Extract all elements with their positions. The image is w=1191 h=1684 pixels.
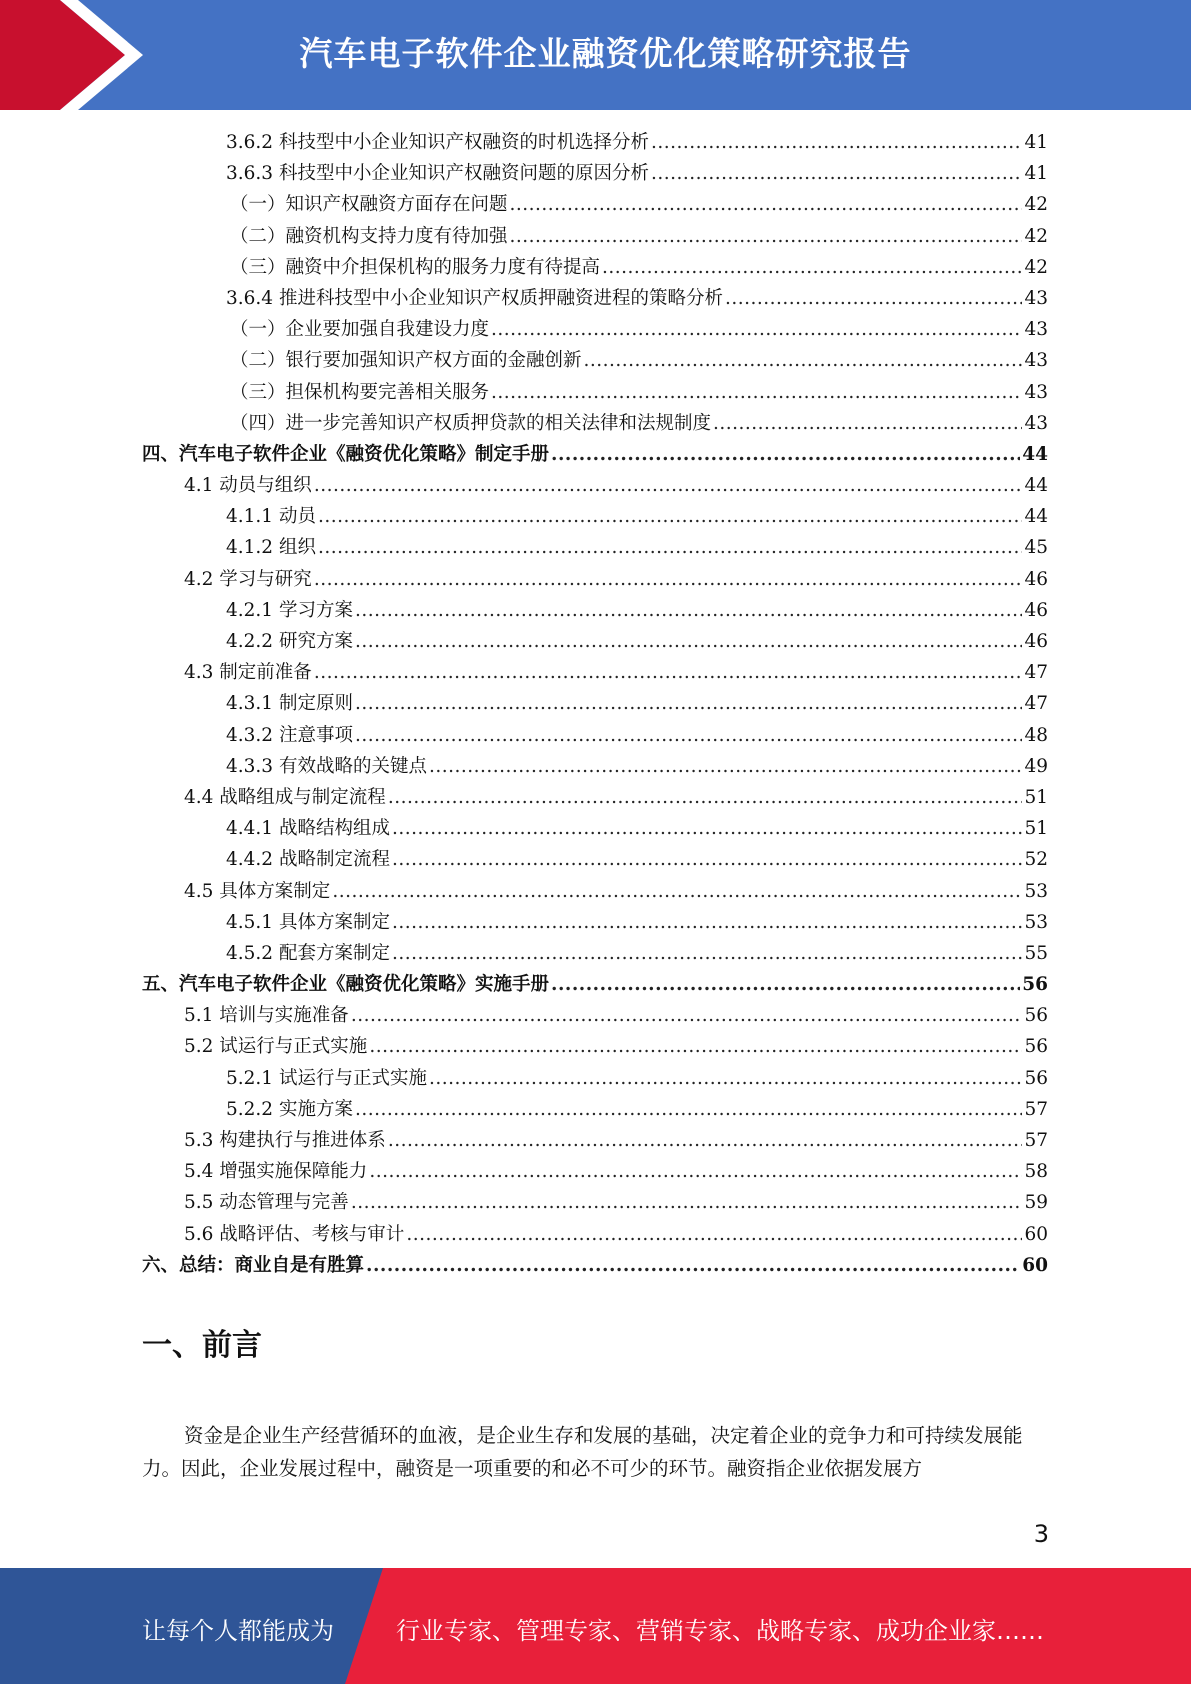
toc-entry-label: 4.4.1 战略结构组成: [226, 818, 390, 840]
toc-leader-dots: [429, 751, 1022, 782]
toc-entry[interactable]: [142, 595, 1048, 626]
toc-entry[interactable]: [142, 969, 1048, 1000]
toc-entry[interactable]: [142, 782, 1048, 813]
toc-entry-label: 4.3 制定前准备: [184, 662, 312, 684]
toc-entry[interactable]: [142, 1219, 1048, 1250]
toc-leader-dots: [332, 876, 1022, 907]
toc-entry[interactable]: [142, 1031, 1048, 1062]
toc-entry-page: 58: [1024, 1161, 1048, 1183]
toc-entry-label: 4.4 战略组成与制定流程: [184, 786, 386, 808]
toc-entry[interactable]: [142, 688, 1048, 719]
toc-entry-label: （一）知识产权融资方面存在问题: [230, 194, 508, 216]
toc-entry-label: （三）融资中介担保机构的服务力度有待提高: [230, 256, 601, 278]
toc-entry[interactable]: [142, 345, 1048, 376]
toc-entry-page: 44: [1024, 506, 1048, 528]
page-header: [0, 0, 1191, 110]
toc-leader-dots: [314, 470, 1023, 501]
toc-entry-page: 41: [1024, 132, 1048, 153]
toc-entry-label: 4.4.2 战略制定流程: [226, 849, 390, 871]
toc-entry-page: 55: [1024, 942, 1048, 964]
toc-entry-page: 43: [1024, 350, 1048, 372]
toc-entry-page: 45: [1024, 537, 1048, 559]
toc-entry-label: （一）企业要加强自我建设力度: [230, 319, 490, 341]
toc-entry[interactable]: [142, 907, 1048, 938]
toc-entry[interactable]: [142, 314, 1048, 345]
toc-entry[interactable]: [142, 1094, 1048, 1125]
toc-entry-label: 5.2.1 试运行与正式实施: [226, 1067, 427, 1089]
toc-entry[interactable]: [142, 564, 1048, 595]
toc-entry-page: 56: [1024, 1005, 1048, 1027]
toc-entry-page: 53: [1024, 880, 1048, 902]
toc-entry[interactable]: [142, 408, 1048, 439]
toc-entry-label: （二）银行要加强知识产权方面的金融创新: [230, 350, 582, 372]
toc-leader-dots: [314, 564, 1023, 595]
toc-leader-dots: [651, 158, 1022, 189]
toc-entry[interactable]: [142, 501, 1048, 532]
toc-leader-dots: [651, 127, 1022, 158]
toc-entry-label: 4.5.2 配套方案制定: [226, 942, 390, 964]
toc-entry-label: （四）进一步完善知识产权质押贷款的相关法律和法规制度: [230, 412, 712, 434]
toc-leader-dots: [355, 595, 1023, 626]
toc-leader-dots: [318, 532, 1023, 563]
toc-leader-dots: [351, 1187, 1023, 1218]
toc-entry-page: 42: [1024, 256, 1048, 278]
toc-entry-page: 44: [1024, 475, 1048, 497]
toc-entry-page: 48: [1024, 724, 1048, 746]
toc-entry[interactable]: [142, 1063, 1048, 1094]
toc-entry-label: 4.1.2 组织: [226, 537, 316, 559]
toc-entry-label: 4.2.1 学习方案: [226, 599, 353, 621]
toc-entry-label: 4.1.1 动员: [226, 506, 316, 528]
toc-entry-page: 42: [1024, 194, 1048, 216]
toc-leader-dots: [355, 688, 1023, 719]
toc-entry-page: 56: [1022, 974, 1048, 996]
toc-entry-page: 43: [1024, 287, 1048, 309]
toc-entry-label: 5.2 试运行与正式实施: [184, 1036, 368, 1058]
toc-entry[interactable]: [142, 470, 1048, 501]
toc-leader-dots: [369, 1156, 1022, 1187]
toc-entry[interactable]: [142, 1250, 1048, 1281]
toc-entry-page: 44: [1022, 443, 1048, 465]
toc-entry-page: 46: [1024, 568, 1048, 590]
toc-entry-label: 4.1 动员与组织: [184, 475, 312, 497]
toc-entry[interactable]: [142, 158, 1048, 189]
toc-entry-page: 49: [1024, 755, 1048, 777]
toc-leader-dots: [392, 813, 1022, 844]
toc-entry-label: 4.5.1 具体方案制定: [226, 911, 390, 933]
toc-leader-dots: [510, 221, 1023, 252]
toc-entry-label: 四、汽车电子软件企业《融资优化策略》制定手册: [142, 443, 550, 465]
toc-entry-page: 47: [1024, 693, 1048, 715]
toc-leader-dots: [351, 1000, 1023, 1031]
toc-entry[interactable]: [142, 876, 1048, 907]
toc-leader-dots: [388, 1125, 1023, 1156]
toc-leader-dots: [551, 969, 1020, 1000]
toc-leader-dots: [713, 408, 1022, 439]
toc-entry[interactable]: [142, 439, 1048, 470]
section-heading: 一、前言: [142, 1328, 262, 1363]
toc-entry-page: 46: [1024, 631, 1048, 652]
toc-leader-dots: [510, 189, 1023, 220]
toc-entry-page: 41: [1024, 163, 1048, 185]
toc-leader-dots: [388, 782, 1023, 813]
toc-entry-label: 5.2.2 实施方案: [226, 1098, 353, 1120]
footer-slogan-left: 让每个人都能成为: [142, 1617, 334, 1645]
toc-entry-label: 5.5 动态管理与完善: [184, 1192, 349, 1214]
toc-entry-label: 3.6.3 科技型中小企业知识产权融资问题的原因分析: [226, 163, 649, 185]
toc-leader-dots: [369, 1031, 1022, 1062]
toc-leader-dots: [355, 626, 1023, 657]
toc-entry-page: 46: [1024, 599, 1048, 621]
toc-entry-page: 60: [1022, 1254, 1048, 1276]
toc-entry-label: 4.3.2 注意事项: [226, 724, 353, 746]
toc-entry-label: 六、总结：商业自是有胜算: [142, 1254, 365, 1276]
toc-entry-label: （二）融资机构支持力度有待加强: [230, 225, 508, 247]
toc-entry-page: 43: [1024, 412, 1048, 434]
toc-entry-label: 3.6.4 推进科技型中小企业知识产权质押融资进程的策略分析: [226, 287, 723, 309]
toc-entry[interactable]: [142, 1187, 1048, 1218]
toc-entry-page: 42: [1024, 225, 1048, 247]
toc-leader-dots: [602, 252, 1022, 283]
toc-entry[interactable]: [142, 626, 1048, 657]
toc-entry-page: 51: [1024, 818, 1048, 840]
toc-leader-dots: [551, 439, 1020, 470]
toc-entry-label: 5.6 战略评估、考核与审计: [184, 1223, 405, 1245]
toc-entry-page: 51: [1024, 786, 1048, 808]
page-number: 3: [1033, 1520, 1049, 1548]
toc-entry-page: 57: [1024, 1130, 1048, 1151]
toc-leader-dots: [406, 1219, 1022, 1250]
toc-entry-page: 52: [1024, 849, 1048, 871]
toc-leader-dots: [392, 844, 1022, 875]
toc-leader-dots: [318, 501, 1023, 532]
page-footer: [0, 1568, 1191, 1684]
toc-leader-dots: [355, 1094, 1023, 1125]
toc-entry-label: 5.3 构建执行与推进体系: [184, 1130, 386, 1151]
toc-leader-dots: [725, 283, 1022, 314]
toc-entry[interactable]: [142, 127, 1048, 158]
toc-entry[interactable]: [142, 813, 1048, 844]
toc-entry[interactable]: [142, 1125, 1048, 1156]
toc-entry[interactable]: [142, 657, 1048, 688]
toc-entry[interactable]: [142, 189, 1048, 220]
toc-entry[interactable]: [142, 751, 1048, 782]
toc-leader-dots: [392, 938, 1022, 969]
toc-entry-page: 47: [1024, 662, 1048, 684]
toc-leader-dots: [366, 1250, 1020, 1281]
toc-entry-label: 4.5 具体方案制定: [184, 880, 331, 902]
toc-entry[interactable]: [142, 720, 1048, 751]
toc-entry-label: 4.2.2 研究方案: [226, 631, 353, 652]
footer-slogan-right: 行业专家、管理专家、营销专家、战略专家、成功企业家……: [396, 1617, 1044, 1645]
toc-entry-page: 57: [1024, 1098, 1048, 1120]
toc-leader-dots: [491, 377, 1022, 408]
toc-entry-label: 5.1 培训与实施准备: [184, 1005, 349, 1027]
toc-entry-page: 43: [1024, 319, 1048, 341]
toc-entry[interactable]: [142, 532, 1048, 563]
table-of-contents: [142, 127, 1048, 1281]
toc-entry-label: 4.3.3 有效战略的关键点: [226, 755, 427, 777]
toc-entry[interactable]: [142, 377, 1048, 408]
toc-entry[interactable]: [142, 252, 1048, 283]
toc-entry[interactable]: [142, 283, 1048, 314]
toc-leader-dots: [491, 314, 1022, 345]
toc-entry-page: 56: [1024, 1067, 1048, 1089]
toc-leader-dots: [314, 657, 1023, 688]
toc-entry-page: 60: [1024, 1223, 1048, 1245]
toc-entry-label: （三）担保机构要完善相关服务: [230, 381, 490, 403]
toc-leader-dots: [392, 907, 1022, 938]
toc-entry-label: 4.3.1 制定原则: [226, 693, 353, 715]
report-title: 汽车电子软件企业融资优化策略研究报告: [299, 34, 912, 73]
toc-entry-page: 43: [1024, 381, 1048, 403]
toc-entry[interactable]: [142, 1156, 1048, 1187]
toc-entry[interactable]: [142, 938, 1048, 969]
body-paragraph: 资金是企业生产经营循环的血液，是企业生存和发展的基础，决定着企业的竞争力和可持续发展能力。因此，企业发展过程中，融资是一项重要的和必不可少的环节。融资指企业依据发展方: [142, 1424, 1023, 1480]
toc-entry-page: 53: [1024, 911, 1048, 933]
toc-entry[interactable]: [142, 221, 1048, 252]
toc-entry-label: 5.4 增强实施保障能力: [184, 1161, 368, 1183]
toc-entry[interactable]: [142, 1000, 1048, 1031]
toc-entry-label: 3.6.2 科技型中小企业知识产权融资的时机选择分析: [226, 132, 649, 153]
toc-entry-label: 五、汽车电子软件企业《融资优化策略》实施手册: [142, 974, 550, 996]
toc-entry-page: 56: [1024, 1036, 1048, 1058]
toc-leader-dots: [355, 720, 1023, 751]
toc-entry[interactable]: [142, 844, 1048, 875]
toc-leader-dots: [584, 345, 1023, 376]
toc-entry-page: 59: [1024, 1192, 1048, 1214]
toc-leader-dots: [429, 1063, 1022, 1094]
toc-entry-label: 4.2 学习与研究: [184, 568, 312, 590]
